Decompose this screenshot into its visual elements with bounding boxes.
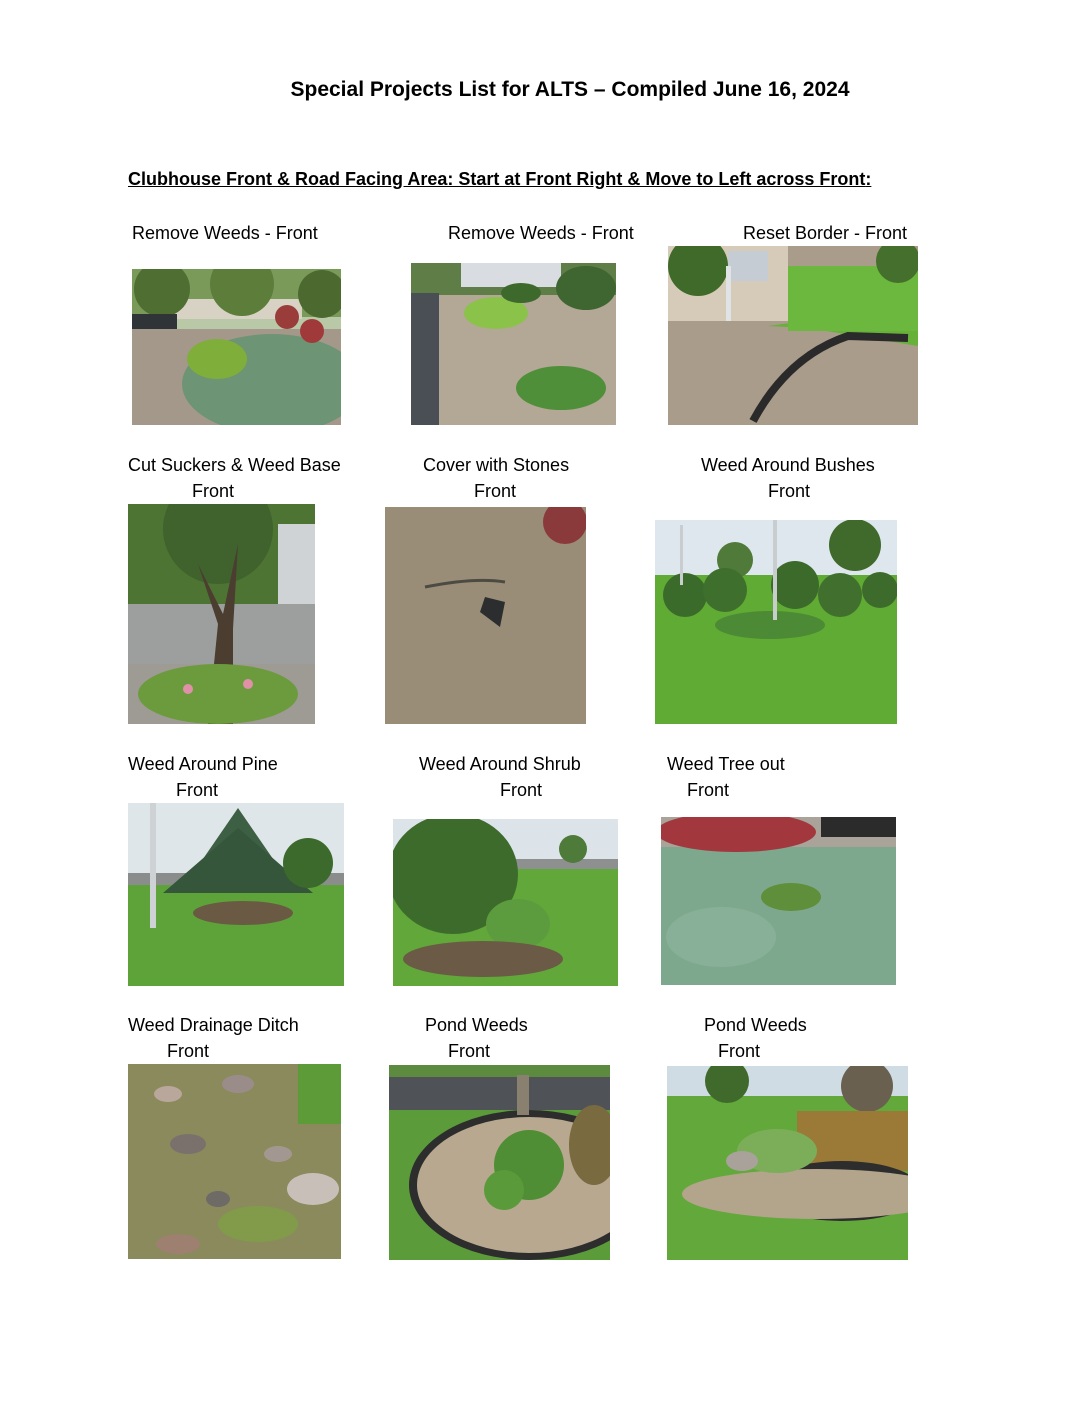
item-caption: Pond Weeds <box>425 1015 528 1035</box>
item-subcaption: Front <box>768 481 811 501</box>
photo-weed-around-pine <box>128 803 344 986</box>
item-caption: Pond Weeds <box>704 1015 807 1035</box>
item-subcaption: Front <box>192 481 235 501</box>
photo-weed-tree-out <box>661 817 896 985</box>
photo-pond-weeds-1 <box>389 1065 610 1260</box>
item-subcaption: Front <box>176 780 219 800</box>
photo-cover-with-stones <box>385 507 586 724</box>
photo-reset-border <box>668 246 918 425</box>
item-caption: Weed Drainage Ditch <box>128 1015 299 1035</box>
item-caption: Weed Around Shrub <box>419 754 581 774</box>
item-caption: Weed Around Pine <box>128 754 278 774</box>
photo-remove-weeds-2 <box>411 263 616 425</box>
item-subcaption: Front <box>687 780 730 800</box>
item-subcaption: Front <box>448 1041 491 1061</box>
item-subcaption: Front <box>474 481 517 501</box>
photo-weed-drainage-ditch <box>128 1064 341 1259</box>
item-caption: Reset Border - Front <box>743 223 908 243</box>
item-caption: Remove Weeds - Front <box>448 223 634 243</box>
item-caption: Cover with Stones <box>423 455 570 475</box>
item-caption: Weed Tree out <box>667 754 785 774</box>
photo-pond-weeds-2 <box>667 1066 908 1260</box>
photo-cut-suckers <box>128 504 315 724</box>
photo-weed-around-shrub <box>393 819 618 986</box>
item-subcaption: Front <box>500 780 543 800</box>
item-subcaption: Front <box>718 1041 761 1061</box>
item-caption: Weed Around Bushes <box>701 455 875 475</box>
item-caption: Cut Suckers & Weed Base <box>128 455 341 475</box>
page-title: Special Projects List for ALTS – Compiled June 16, 2024 <box>290 78 850 101</box>
section-heading-colon: : <box>865 169 872 189</box>
photo-weed-around-bushes <box>655 520 897 724</box>
section-heading <box>128 169 871 190</box>
section-heading-text: Clubhouse Front & Road Facing Area: Start at Front Right & Move to Left across Front <box>128 169 866 189</box>
item-caption: Remove Weeds - Front <box>132 223 318 243</box>
item-subcaption: Front <box>167 1041 210 1061</box>
photo-remove-weeds-1 <box>132 269 341 425</box>
